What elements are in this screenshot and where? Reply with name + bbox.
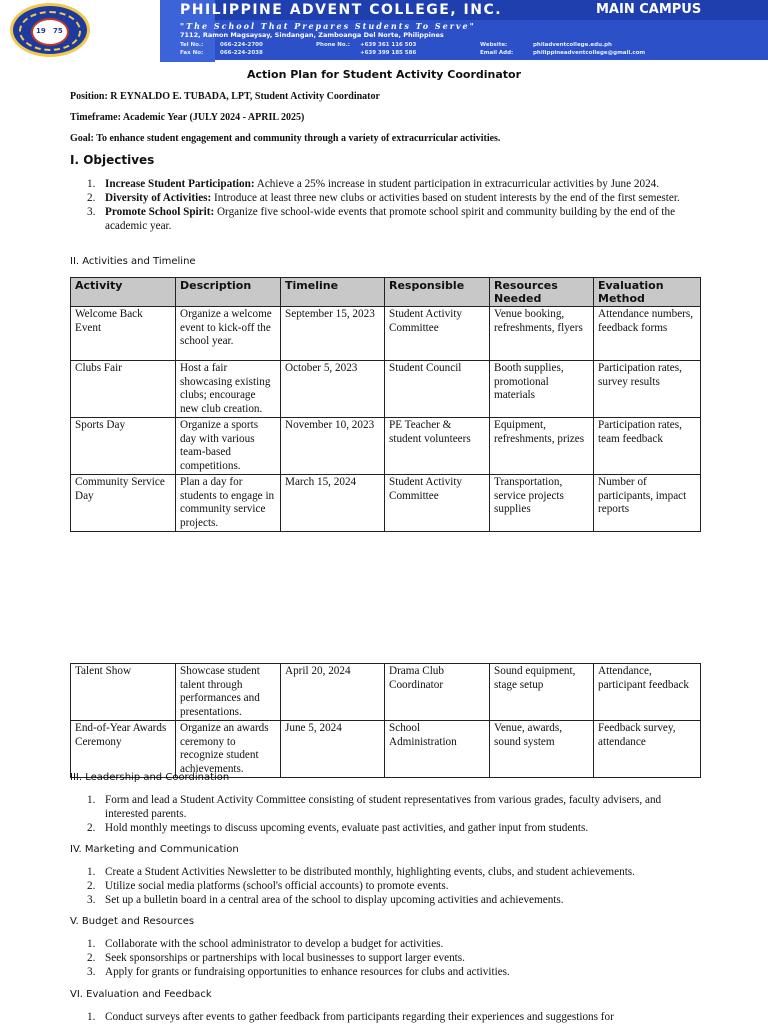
table-cell: Number of participants, impact reports [594, 475, 701, 532]
table-row [71, 361, 701, 418]
leadership-list [70, 793, 700, 835]
table-cell: School Administration [385, 721, 490, 778]
marketing-list [70, 865, 700, 907]
list-text: Hold monthly meetings to discuss upcoming events, evaluate past activities, and gather input from students. [105, 822, 589, 834]
table-cell: PE Teacher & student volunteers [385, 418, 490, 475]
table-cell: Attendance, participant feedback [594, 664, 701, 721]
website-value: philadventcollege.edu.ph [533, 42, 612, 48]
table-cell: October 5, 2023 [281, 361, 385, 418]
activities-table-continued [70, 663, 701, 778]
table-row [71, 307, 701, 361]
table-cell: Host a fair showcasing existing clubs; encourage new club creation. [176, 361, 281, 418]
table-cell: Student Activity Committee [385, 307, 490, 361]
list-number: 2. [87, 952, 96, 964]
college-name: PHILIPPINE ADVENT COLLEGE, INC. [180, 2, 503, 18]
goal-line: Goal: To enhance student engagement and community through a variety of extracurricular activities. [70, 133, 501, 144]
list-text: Form and lead a Student Activity Committee consisting of student representatives from various grades, faculty advisers, and interested parents. [105, 794, 662, 820]
table-cell: Welcome Back Event [71, 307, 176, 361]
objective-number: 1. [87, 178, 96, 190]
objectives-heading: I. Objectives [70, 153, 155, 167]
activities-heading: II. Activities and Timeline [70, 256, 196, 267]
budget-list [70, 937, 700, 979]
table-cell: June 5, 2024 [281, 721, 385, 778]
table-cell: Transportation, service projects supplies [490, 475, 594, 532]
list-number: 3. [87, 966, 96, 978]
document-title: Action Plan for Student Activity Coordinator [246, 68, 522, 81]
table-cell: Venue booking, refreshments, flyers [490, 307, 594, 361]
column-header: Evaluation Method [594, 278, 701, 307]
table-cell: Attendance numbers, feedback forms [594, 307, 701, 361]
column-header: Timeline [281, 278, 385, 307]
column-header: Responsible [385, 278, 490, 307]
phone-label: Phone No.: [316, 42, 350, 48]
list-number: 1. [87, 938, 96, 950]
column-header: Description [176, 278, 281, 307]
objective-title: Diversity of Activities: [105, 192, 212, 204]
list-text: Conduct surveys after events to gather feedback from participants regarding their experiences and suggestions for [105, 1011, 614, 1023]
budget-heading: V. Budget and Resources [70, 916, 195, 927]
table-cell: Showcase student talent through performances and presentations. [176, 664, 281, 721]
list-item [70, 821, 700, 835]
table-cell: March 15, 2024 [281, 475, 385, 532]
objective-text: Achieve a 25% increase in student participation in extracurricular activities by June 2024. [254, 178, 660, 190]
list-text: Create a Student Activities Newsletter to be distributed monthly, highlighting events, clubs, and student achievements. [105, 866, 635, 878]
email-label: Email Add: [480, 50, 514, 56]
position-line: Position: R EYNALDO E. TUBADA, LPT, Student Activity Coordinator [70, 91, 380, 102]
objective-item [70, 205, 700, 233]
marketing-heading: IV. Marketing and Communication [70, 844, 239, 855]
seal-year-right: 75 [53, 27, 63, 35]
list-item [70, 893, 700, 907]
college-motto: "The School That Prepares Students To Serve" [180, 21, 476, 31]
leadership-heading: III. Leadership and Coordination [70, 772, 230, 783]
objective-text: Introduce at least three new clubs or activities based on student interests by the end of the first semester. [211, 192, 680, 204]
table-cell: November 10, 2023 [281, 418, 385, 475]
list-number: 3. [87, 894, 96, 906]
timeframe-line: Timeframe: Academic Year (JULY 2024 - APRIL 2025) [70, 112, 305, 123]
column-header: Activity [71, 278, 176, 307]
table-cell: Participation rates, survey results [594, 361, 701, 418]
list-text: Seek sponsorships or partnerships with local businesses to support larger events. [105, 952, 465, 964]
objective-title: Promote School Spirit: [105, 206, 215, 218]
table-cell: Talent Show [71, 664, 176, 721]
table-cell: September 15, 2023 [281, 307, 385, 361]
table-cell: Participation rates, team feedback [594, 418, 701, 475]
table-cell: Organize a sports day with various team-based competitions. [176, 418, 281, 475]
objective-item [70, 177, 700, 191]
table-cell: Student Activity Committee [385, 475, 490, 532]
table-cell: Sports Day [71, 418, 176, 475]
table-cell: Venue, awards, sound system [490, 721, 594, 778]
list-number: 1. [87, 794, 96, 806]
table-cell: Community Service Day [71, 475, 176, 532]
column-header: Resources Needed [490, 278, 594, 307]
list-number: 1. [87, 1011, 96, 1023]
table-row [71, 721, 701, 778]
list-item [70, 865, 700, 879]
objective-number: 2. [87, 192, 96, 204]
list-item [70, 793, 700, 821]
table-cell: Sound equipment, stage setup [490, 664, 594, 721]
list-text: Set up a bulletin board in a central area of the school to display upcoming activities and achievements. [105, 894, 564, 906]
list-text: Apply for grants or fundraising opportunities to enhance resources for clubs and activities. [105, 966, 510, 978]
list-item [70, 879, 700, 893]
letterhead [0, 0, 768, 62]
seal-year-left: 19 [36, 27, 46, 35]
table-cell: Organize a welcome event to kick-off the school year. [176, 307, 281, 361]
table-row [71, 475, 701, 532]
table-cell: Student Council [385, 361, 490, 418]
campus-label: MAIN CAMPUS [596, 2, 702, 17]
objective-title: Increase Student Participation: [105, 178, 255, 190]
list-number: 1. [87, 866, 96, 878]
phone-value-1: +639 361 116 503 [360, 42, 417, 48]
objective-text: Organize five school-wide events that promote school spirit and community building by the end of the academic year. [105, 206, 676, 232]
list-text: Utilize social media platforms (school's official accounts) to promote events. [105, 880, 449, 892]
table-row [71, 664, 701, 721]
objective-number: 3. [87, 206, 96, 218]
email-value: philippineadventcollege@gmail.com [533, 50, 646, 56]
table-cell: April 20, 2024 [281, 664, 385, 721]
objectives-list [70, 177, 700, 233]
college-address: 7112, Ramon Magsaysay, Sindangan, Zamboanga Del Norte, Philippines [180, 31, 444, 39]
table-cell: Plan a day for students to engage in community service projects. [176, 475, 281, 532]
table-row [71, 418, 701, 475]
list-item [70, 951, 700, 965]
table-cell: Drama Club Coordinator [385, 664, 490, 721]
table-cell: End-of-Year Awards Ceremony [71, 721, 176, 778]
evaluation-heading: VI. Evaluation and Feedback [70, 989, 212, 1000]
objective-item [70, 191, 700, 205]
fax-label: Fax No: [180, 50, 204, 56]
seal-center [31, 18, 69, 46]
table-cell: Clubs Fair [71, 361, 176, 418]
phone-value-2: +639 399 185 586 [360, 50, 417, 56]
table-header-row [71, 278, 701, 307]
evaluation-list [70, 1010, 700, 1024]
tel-label: Tel No.: [180, 42, 204, 48]
list-item [70, 965, 700, 979]
table-cell: Organize an awards ceremony to recognize student achievements. [176, 721, 281, 778]
list-text: Collaborate with the school administrator to develop a budget for activities. [105, 938, 444, 950]
list-item [70, 937, 700, 951]
website-label: Website: [480, 42, 508, 48]
list-item [70, 1010, 700, 1024]
table-cell: Equipment, refreshments, prizes [490, 418, 594, 475]
college-seal-icon [10, 3, 90, 57]
table-cell: Feedback survey, attendance [594, 721, 701, 778]
list-number: 2. [87, 880, 96, 892]
activities-table [70, 277, 701, 532]
table-cell: Booth supplies, promotional materials [490, 361, 594, 418]
fax-value: 066-224-2038 [220, 50, 263, 56]
tel-value: 066-224-2700 [220, 42, 263, 48]
list-number: 2. [87, 822, 96, 834]
